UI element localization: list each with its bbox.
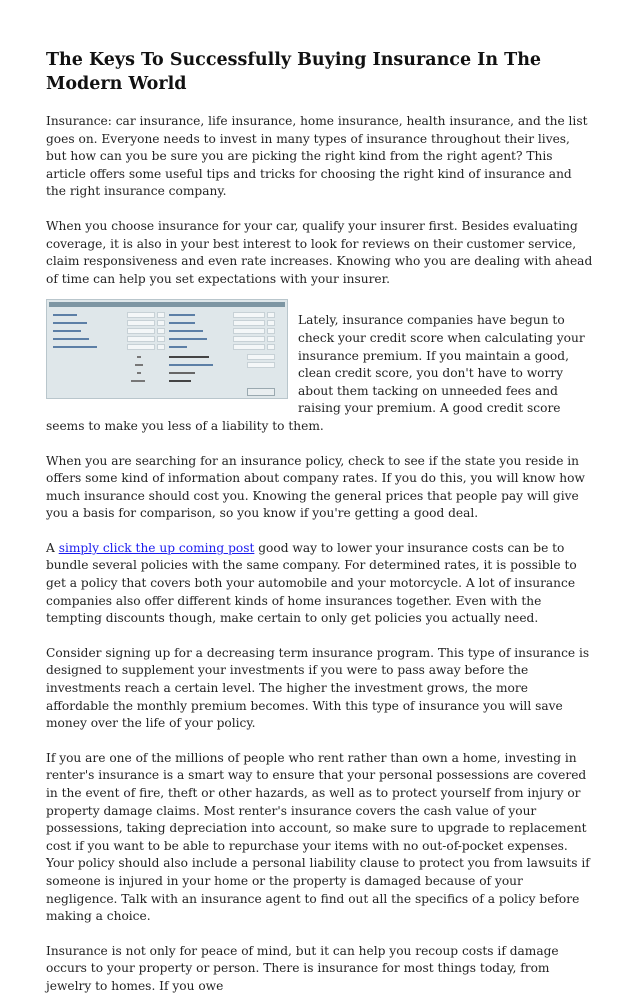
paragraph-bundle-lead: A [46,540,59,555]
document-page [46,0,594,996]
inline-link[interactable]: simply click the up coming post [58,540,255,555]
paragraph-peace-of-mind: Insurance is not only for peace of mind, but it can help you recoup costs if damage occurs to your property or person. There is insurance for most things today, from jewelry to homes. If you owe [46,943,559,993]
paragraph-renters: If you are one of the millions of people who rent rather than own a home, investing in renter's insurance is a smart way to ensure that your personal possessions are covered in the event of fire, theft or other hazards, as well as to protect yourself from injury or property damage claims. Most renter's insurance covers the cash value of your possessions, taking depreciation into account, so make sure to upgrade to replacement cost if you want to be able to repurchase your items with no out-of-pocket expenses. Your policy should also include a personal liability clause to protect you from lawsuits if someone is injured in your home or the property is damaged because of your negligence. Talk with an insurance agent to find out all the specifics of a policy before making a choice. [46,750,590,924]
paragraph-term-insurance: Consider signing up for a decreasing term insurance program. This type of insurance is designed to supplement your investments if you were to pass away before the investments reach a certain level. The higher the investment grows, the more affordable the monthly premium becomes. With this type of insurance you will save money over the life of your policy. [46,645,590,731]
paragraph-bundle [46,540,594,628]
paragraph-bundle-rest: good way to lower your insurance costs can be to bundle several policies with the same company. For determined rates, it is possible to get a policy that covers both your automobile and your motorcycle. A lot of insurance companies also offer different kinds of home insurances together. Even with the tempting discounts though, make certain to only get policies you actually need. [46,540,577,626]
insurance-calculator-image [46,299,288,399]
paragraph-credit-score: Lately, insurance companies have begun to check your credit score when calculating your insurance premium. If you maintain a good, clean credit score, you don't have to worry about them tacking on unneeded fees and raising your premium. A good credit score seems to make you less of a liability to them. [46,313,585,433]
paragraph-state-rates: When you are searching for an insurance policy, check to see if the state you reside in offers some kind of information about company rates. If you do this, you will know how much insurance should cost you. Knowing the general prices that people pay will give you a basis for comparison, so you know if you're getting a good deal. [46,453,585,521]
page-title: The Keys To Successfully Buying Insurance In The Modern World [46,50,542,94]
paragraph-car-insurance: When you choose insurance for your car, qualify your insurer first. Besides evaluating coverage, it is also in your best interest to look for reviews on their customer service, claim responsiveness and even rate increases. Knowing who you are dealing with ahead of time can help you set expectations with your insurer. [46,218,593,286]
paragraph-intro: Insurance: car insurance, life insurance, home insurance, health insurance, and the list goes on. Everyone needs to invest in many types of insurance throughout their lives, but how can you be sure you are picking the right kind from the right agent? This article offers some useful tips and tricks for choosing the right kind of insurance and the right insurance company. [46,114,588,199]
